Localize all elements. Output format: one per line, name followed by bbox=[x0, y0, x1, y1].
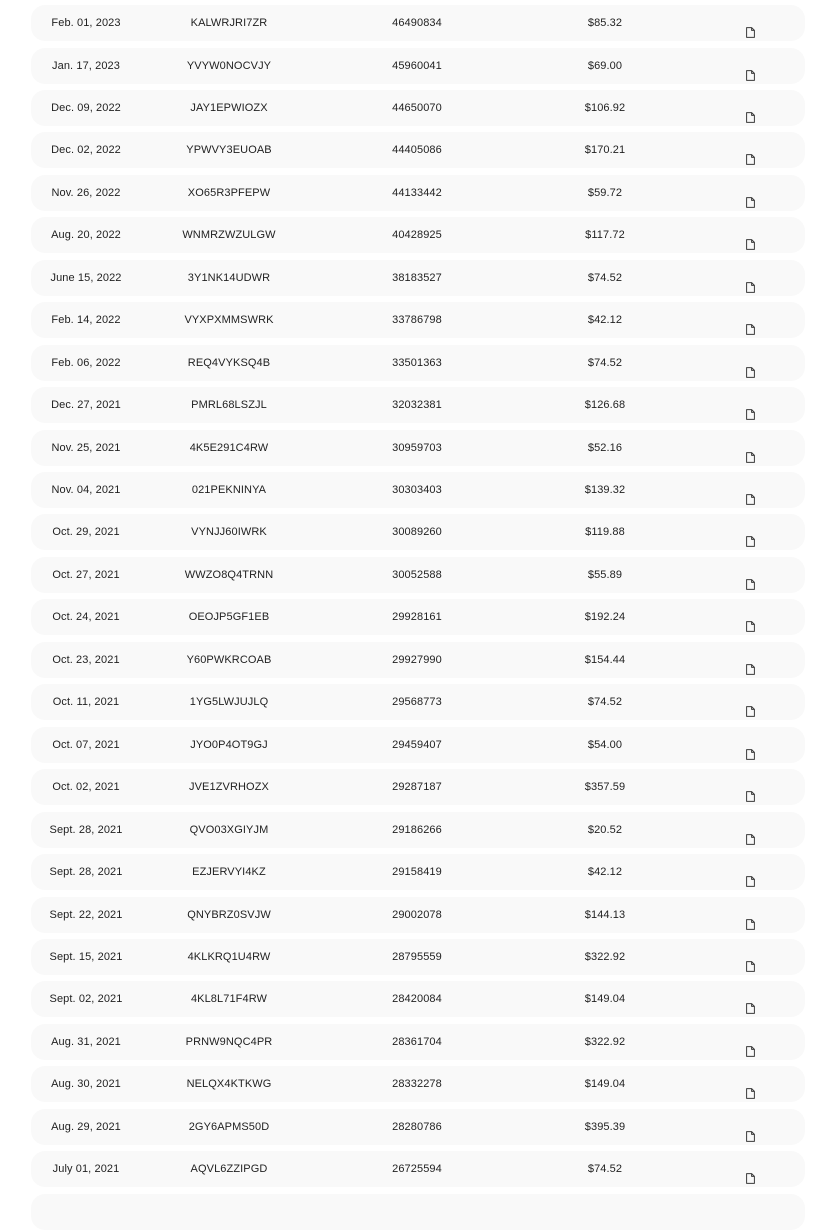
order-date: Sept. 02, 2021 bbox=[49, 993, 123, 1006]
order-amount: $119.88 bbox=[585, 526, 625, 539]
order-number: 29186266 bbox=[392, 823, 442, 836]
document-icon bbox=[746, 621, 755, 632]
order-amount: $106.92 bbox=[584, 101, 626, 114]
order-code: 021PEKNINYA bbox=[191, 484, 267, 496]
receipt-button[interactable] bbox=[739, 132, 761, 168]
order-date: Oct. 02, 2021 bbox=[52, 781, 120, 794]
document-icon bbox=[746, 791, 755, 802]
receipt-button[interactable] bbox=[739, 472, 761, 508]
receipt-button[interactable] bbox=[739, 175, 761, 211]
receipt-button[interactable] bbox=[739, 599, 761, 635]
document-icon bbox=[746, 154, 755, 165]
document-icon bbox=[746, 536, 755, 547]
document-icon bbox=[746, 876, 755, 887]
order-amount: $154.44 bbox=[584, 653, 626, 666]
order-code: YVYW0NOCVJY bbox=[186, 59, 272, 72]
receipt-button[interactable] bbox=[739, 345, 761, 381]
receipt-button[interactable] bbox=[739, 1109, 761, 1145]
document-icon bbox=[746, 706, 755, 717]
order-number: 44133442 bbox=[392, 186, 442, 199]
order-date: Oct. 23, 2021 bbox=[52, 653, 120, 666]
receipt-button[interactable] bbox=[739, 897, 761, 933]
order-number: 29002078 bbox=[392, 908, 442, 921]
order-code: NELQX4KTKWG bbox=[186, 1078, 272, 1091]
order-amount: $357.59 bbox=[584, 781, 626, 794]
order-amount: $42.12 bbox=[587, 314, 623, 327]
order-date: Nov. 26, 2022 bbox=[51, 186, 121, 199]
receipt-button[interactable] bbox=[739, 727, 761, 763]
order-date: Sept. 15, 2021 bbox=[49, 950, 123, 963]
order-number: 46490834 bbox=[392, 17, 442, 29]
table-row bbox=[31, 302, 805, 338]
document-icon bbox=[746, 1173, 755, 1184]
document-icon bbox=[746, 70, 755, 81]
table-row-partial bbox=[31, 1194, 805, 1230]
order-number: 30303403 bbox=[392, 484, 442, 496]
document-icon bbox=[746, 409, 755, 420]
order-code: QNYBRZ0SVJW bbox=[187, 908, 271, 921]
order-date: Aug. 30, 2021 bbox=[51, 1078, 121, 1091]
table-row bbox=[31, 854, 805, 890]
order-date: July 01, 2021 bbox=[52, 1163, 120, 1176]
order-code: 4K5E291C4RW bbox=[189, 441, 269, 454]
document-icon bbox=[746, 664, 755, 675]
document-icon bbox=[746, 919, 755, 930]
order-number: 32032381 bbox=[392, 399, 442, 412]
table-row bbox=[31, 897, 805, 933]
order-amount: $322.92 bbox=[584, 950, 626, 963]
table-row bbox=[31, 557, 805, 593]
order-code: PMRL68LSZJL bbox=[191, 399, 267, 412]
order-code: JVE1ZVRHOZX bbox=[189, 781, 269, 794]
order-date: Dec. 09, 2022 bbox=[51, 101, 121, 114]
receipt-button[interactable] bbox=[739, 812, 761, 848]
table-row bbox=[31, 430, 805, 466]
order-number: 29158419 bbox=[392, 866, 442, 878]
order-amount: $322.92 bbox=[584, 1035, 626, 1048]
order-number: 44650070 bbox=[392, 101, 442, 114]
table-row bbox=[31, 217, 805, 253]
table-row bbox=[31, 5, 805, 41]
order-number: 40428925 bbox=[392, 229, 442, 242]
receipt-button[interactable] bbox=[739, 260, 761, 296]
order-date: Sept. 28, 2021 bbox=[49, 866, 123, 878]
order-number: 44405086 bbox=[392, 144, 442, 157]
order-number: 33786798 bbox=[392, 314, 442, 327]
document-icon bbox=[746, 579, 755, 590]
document-icon bbox=[746, 282, 755, 293]
order-date: Nov. 25, 2021 bbox=[51, 441, 121, 454]
receipt-button[interactable] bbox=[739, 642, 761, 678]
order-code: 1YG5LWJUJLQ bbox=[189, 696, 269, 709]
order-number: 28795559 bbox=[392, 950, 442, 963]
order-date: Oct. 07, 2021 bbox=[52, 738, 120, 751]
order-number: 29459407 bbox=[392, 738, 442, 751]
document-icon bbox=[746, 112, 755, 123]
order-code: PRNW9NQC4PR bbox=[185, 1035, 273, 1048]
order-amount: $85.32 bbox=[587, 17, 623, 29]
order-date: Nov. 04, 2021 bbox=[51, 484, 121, 496]
order-date: Jan. 17, 2023 bbox=[52, 59, 120, 72]
order-code: XO65R3PFEPW bbox=[187, 186, 271, 199]
table-row bbox=[31, 769, 805, 805]
receipt-button[interactable] bbox=[739, 684, 761, 720]
order-amount: $149.04 bbox=[584, 1078, 626, 1091]
table-row bbox=[31, 727, 805, 763]
order-amount: $54.00 bbox=[587, 738, 623, 751]
document-icon bbox=[746, 27, 755, 38]
order-code: Y60PWKRCOAB bbox=[186, 653, 272, 666]
order-amount: $74.52 bbox=[587, 696, 623, 709]
table-row bbox=[31, 48, 805, 84]
order-code: OEOJP5GF1EB bbox=[188, 611, 270, 624]
order-amount: $74.52 bbox=[587, 1163, 623, 1176]
order-amount: $170.21 bbox=[584, 144, 626, 157]
order-number: 29287187 bbox=[392, 781, 442, 794]
order-code: WWZO8Q4TRNN bbox=[184, 568, 274, 581]
table-row bbox=[31, 1151, 805, 1187]
document-icon bbox=[746, 1088, 755, 1099]
receipt-button[interactable] bbox=[739, 90, 761, 126]
table-row bbox=[31, 132, 805, 168]
order-code: VYXPXMMSWRK bbox=[184, 314, 274, 327]
order-amount: $144.13 bbox=[584, 908, 626, 921]
order-amount: $74.52 bbox=[587, 356, 623, 369]
order-amount: $59.72 bbox=[587, 186, 623, 199]
receipt-button[interactable] bbox=[739, 854, 761, 890]
receipt-button[interactable] bbox=[739, 981, 761, 1017]
order-amount: $20.52 bbox=[587, 823, 623, 836]
order-date: Sept. 28, 2021 bbox=[49, 823, 123, 836]
order-amount: $126.68 bbox=[584, 399, 626, 412]
order-date: Oct. 24, 2021 bbox=[52, 611, 120, 624]
order-code: VYNJJ60IWRK bbox=[191, 526, 267, 539]
order-number: 29928161 bbox=[392, 611, 442, 624]
order-number: 38183527 bbox=[392, 271, 442, 284]
order-code: WNMRZWZULGW bbox=[182, 229, 276, 242]
order-date: Feb. 06, 2022 bbox=[51, 356, 121, 369]
table-row bbox=[31, 684, 805, 720]
document-icon bbox=[746, 961, 755, 972]
order-date: Dec. 02, 2022 bbox=[51, 144, 121, 157]
table-row bbox=[31, 642, 805, 678]
document-icon bbox=[746, 1003, 755, 1014]
order-code: AQVL6ZZIPGD bbox=[190, 1163, 268, 1176]
receipt-button[interactable] bbox=[739, 217, 761, 253]
receipt-button[interactable] bbox=[739, 1151, 761, 1187]
order-amount: $74.52 bbox=[587, 271, 623, 284]
receipt-button[interactable] bbox=[739, 557, 761, 593]
order-code: QVO03XGIYJM bbox=[189, 823, 269, 836]
table-row bbox=[31, 90, 805, 126]
order-amount: $139.32 bbox=[584, 484, 626, 496]
order-amount: $55.89 bbox=[587, 568, 623, 581]
order-date: Oct. 11, 2021 bbox=[52, 696, 120, 709]
receipt-button[interactable] bbox=[739, 387, 761, 423]
order-code: 3Y1NK14UDWR bbox=[187, 271, 271, 284]
order-amount: $52.16 bbox=[587, 441, 623, 454]
order-code: REQ4VYKSQ4B bbox=[187, 356, 271, 369]
table-row bbox=[31, 812, 805, 848]
order-number: 29927990 bbox=[392, 653, 442, 666]
order-date: Oct. 27, 2021 bbox=[52, 568, 120, 581]
order-number: 28280786 bbox=[392, 1120, 442, 1133]
order-number: 33501363 bbox=[392, 356, 442, 369]
receipt-button[interactable] bbox=[739, 769, 761, 805]
order-code: JYO0P4OT9GJ bbox=[190, 738, 268, 751]
receipt-button[interactable] bbox=[739, 5, 761, 41]
order-code: KALWRJRI7ZR bbox=[190, 17, 268, 29]
document-icon bbox=[746, 324, 755, 335]
order-amount: $69.00 bbox=[587, 59, 623, 72]
document-icon bbox=[746, 367, 755, 378]
order-amount: $117.72 bbox=[585, 229, 625, 242]
table-row bbox=[31, 345, 805, 381]
order-number: 29568773 bbox=[392, 696, 442, 709]
document-icon bbox=[746, 1131, 755, 1142]
order-date: Dec. 27, 2021 bbox=[51, 399, 121, 412]
document-icon bbox=[746, 494, 755, 505]
order-date: Feb. 01, 2023 bbox=[51, 17, 121, 29]
receipt-button[interactable] bbox=[739, 302, 761, 338]
table-row bbox=[31, 387, 805, 423]
table-row bbox=[31, 1066, 805, 1102]
document-icon bbox=[746, 834, 755, 845]
receipt-button[interactable] bbox=[739, 430, 761, 466]
document-icon bbox=[746, 452, 755, 463]
table-row bbox=[31, 981, 805, 1017]
order-date: Aug. 20, 2022 bbox=[51, 229, 121, 242]
order-code: EZJERVYI4KZ bbox=[192, 866, 266, 878]
receipt-button[interactable] bbox=[739, 939, 761, 975]
order-amount: $149.04 bbox=[584, 993, 626, 1006]
order-code: JAY1EPWIOZX bbox=[190, 101, 268, 114]
document-icon bbox=[746, 1046, 755, 1057]
order-number: 45960041 bbox=[392, 59, 442, 72]
receipt-button[interactable] bbox=[739, 1024, 761, 1060]
order-code: 4KLKRQ1U4RW bbox=[187, 950, 271, 963]
order-number: 28332278 bbox=[392, 1078, 442, 1091]
table-row bbox=[31, 260, 805, 296]
receipt-button[interactable] bbox=[739, 1066, 761, 1102]
document-icon bbox=[746, 749, 755, 760]
receipt-button[interactable] bbox=[739, 48, 761, 84]
order-number: 30959703 bbox=[392, 441, 442, 454]
table-row bbox=[31, 939, 805, 975]
order-date: June 15, 2022 bbox=[50, 271, 122, 284]
order-date: Feb. 14, 2022 bbox=[51, 314, 121, 327]
table-row bbox=[31, 514, 805, 550]
document-icon bbox=[746, 197, 755, 208]
document-icon bbox=[746, 239, 755, 250]
order-amount: $395.39 bbox=[584, 1120, 626, 1133]
order-amount: $192.24 bbox=[584, 611, 626, 624]
order-date: Sept. 22, 2021 bbox=[49, 908, 123, 921]
order-date: Aug. 31, 2021 bbox=[51, 1035, 121, 1048]
order-code: 4KL8L71F4RW bbox=[190, 993, 268, 1006]
order-number: 28361704 bbox=[392, 1035, 442, 1048]
order-date: Oct. 29, 2021 bbox=[52, 526, 120, 539]
table-row bbox=[31, 175, 805, 211]
receipt-button[interactable] bbox=[739, 514, 761, 550]
order-code: 2GY6APMS50D bbox=[188, 1120, 270, 1133]
order-number: 26725594 bbox=[392, 1163, 442, 1176]
order-date: Aug. 29, 2021 bbox=[51, 1120, 121, 1133]
table-row bbox=[31, 1109, 805, 1145]
order-amount: $42.12 bbox=[587, 866, 623, 878]
order-code: YPWVY3EUOAB bbox=[186, 144, 272, 157]
order-number: 30089260 bbox=[392, 526, 442, 539]
table-row bbox=[31, 472, 805, 508]
table-row bbox=[31, 1024, 805, 1060]
order-number: 30052588 bbox=[392, 568, 442, 581]
order-number: 28420084 bbox=[392, 993, 442, 1006]
table-row bbox=[31, 599, 805, 635]
